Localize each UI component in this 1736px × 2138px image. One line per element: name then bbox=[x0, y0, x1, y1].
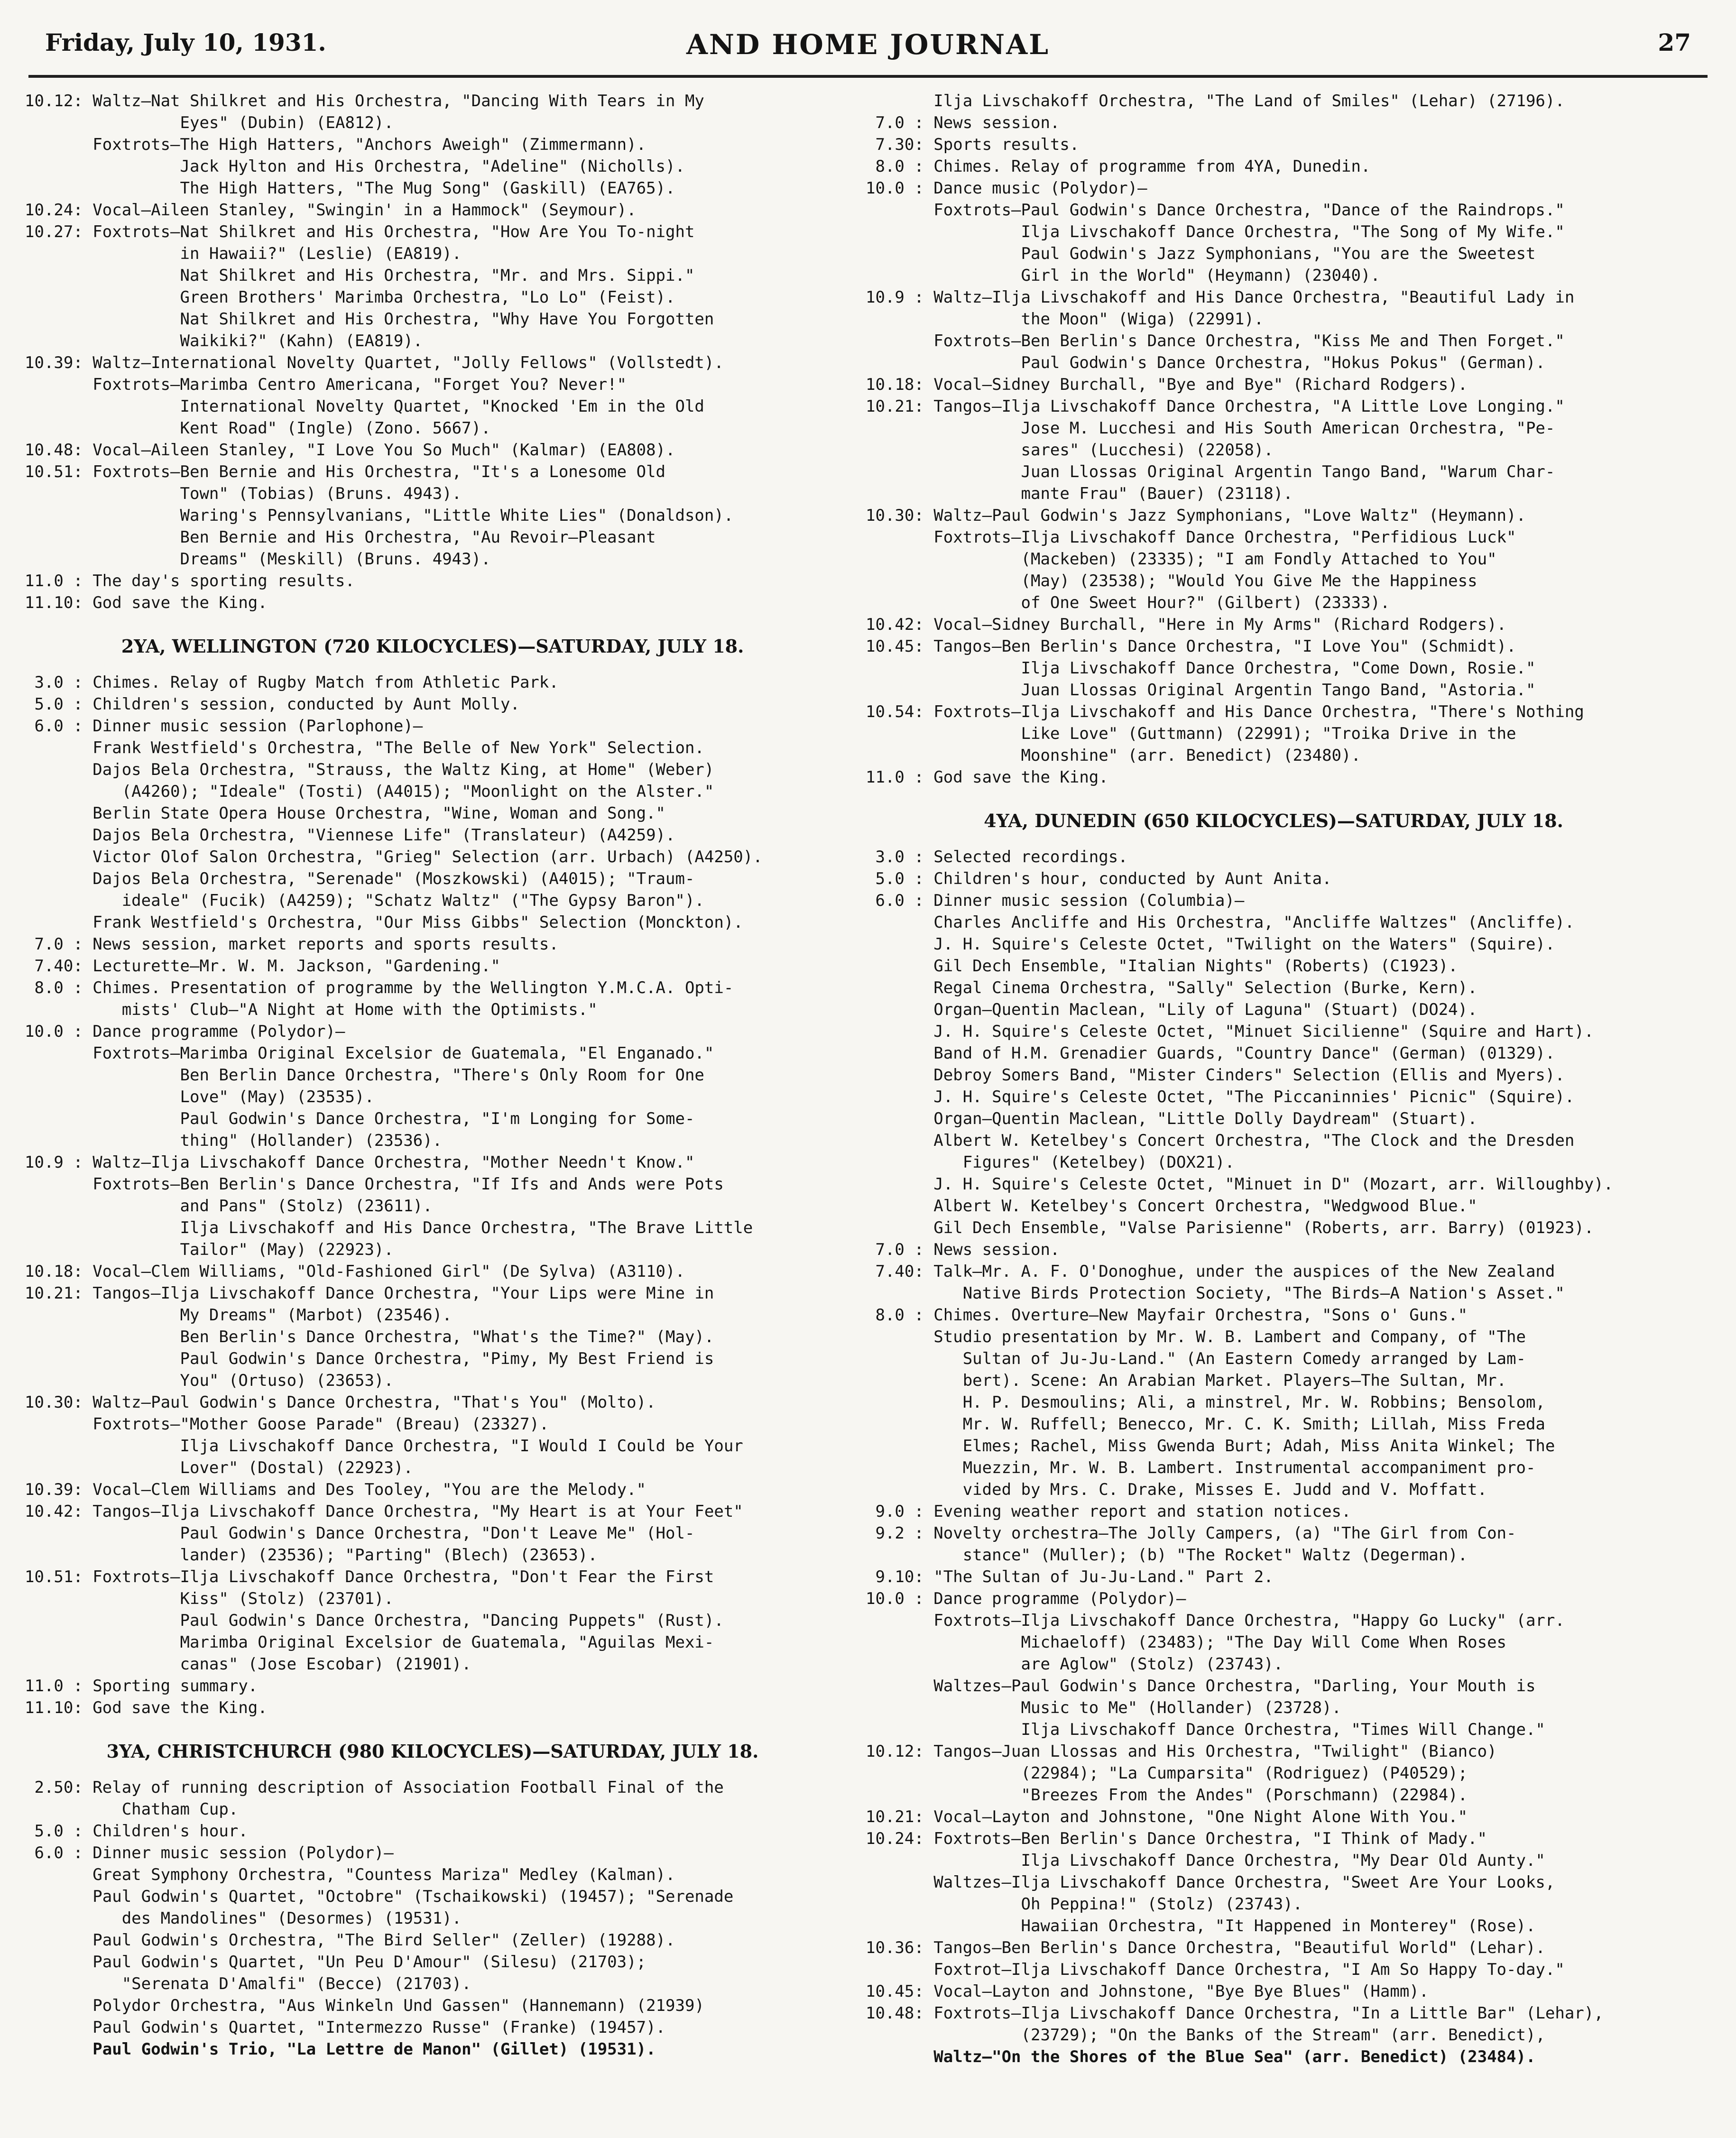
programme-line: Paul Godwin's Dance Orchestra, "Don't Leave Me" (Hol- bbox=[25, 1524, 695, 1543]
programme-line: Jack Hylton and His Orchestra, "Adeline" (Nicholls). bbox=[25, 157, 685, 176]
programme-line: Albert W. Ketelbey's Concert Orchestra, "The Clock and the Dresden bbox=[866, 1131, 1575, 1150]
programme-line: Muezzin, Mr. W. B. Lambert. Instrumental accompaniment pro- bbox=[866, 1458, 1536, 1477]
programme-line: 11.0 : Sporting summary. bbox=[25, 1677, 258, 1696]
programme-line: Foxtrots—Ben Berlin's Dance Orchestra, "Kiss Me and Then Forget." bbox=[866, 332, 1565, 350]
programme-line: Girl in the World" (Heymann) (23040). bbox=[866, 266, 1380, 285]
programme-line: Paul Godwin's Orchestra, "The Bird Seller" (Zeller) (19288). bbox=[25, 1931, 675, 1950]
programme-line: 10.39: Vocal—Clem Williams and Des Tooley, "You are the Melody." bbox=[25, 1480, 646, 1499]
programme-line: Nat Shilkret and His Orchestra, "Mr. and Mrs. Sippi." bbox=[25, 266, 695, 285]
programme-line: Ilja Livschakoff Dance Orchestra, "Come Down, Rosie." bbox=[866, 659, 1536, 678]
header-rule bbox=[28, 75, 1708, 78]
programme-line: 7.0 : News session, market reports and sports results. bbox=[25, 935, 559, 954]
programme-line: Foxtrots—The High Hatters, "Anchors Aweigh" (Zimmermann). bbox=[25, 135, 646, 154]
programme-line: 10.0 : Dance music (Polydor)— bbox=[866, 179, 1147, 198]
programme-line: Paul Godwin's Dance Orchestra, "Dancing Puppets" (Rust). bbox=[25, 1611, 724, 1630]
programme-line: Waltzes—Ilja Livschakoff Dance Orchestra, "Sweet Are Your Looks, bbox=[866, 1873, 1555, 1892]
programme-line: Foxtrot—Ilja Livschakoff Dance Orchestra, "I Am So Happy To-day." bbox=[866, 1960, 1565, 1979]
programme-line: 6.0 : Dinner music session (Parlophone)— bbox=[25, 717, 423, 736]
programme-line: 6.0 : Dinner music session (Polydor)— bbox=[25, 1843, 394, 1862]
programme-line: 10.48: Vocal—Aileen Stanley, "I Love You So Much" (Kalmar) (EA808). bbox=[25, 441, 675, 460]
programme-line: J. H. Squire's Celeste Octet, "Minuet Sicilienne" (Squire and Hart). bbox=[866, 1022, 1594, 1041]
programme-line: Waltzes—Paul Godwin's Dance Orchestra, "Darling, Your Mouth is bbox=[866, 1677, 1536, 1696]
programme-line: 5.0 : Children's session, conducted by Aunt Molly. bbox=[25, 695, 520, 714]
programme-line: Foxtrots—Ben Berlin's Dance Orchestra, "If Ifs and Ands were Pots bbox=[25, 1175, 724, 1194]
programme-line: Great Symphony Orchestra, "Countess Mariza" Medley (Kalman). bbox=[25, 1865, 675, 1884]
programme-line: (23729); "On the Banks of the Stream" (arr. Benedict), bbox=[866, 2026, 1545, 2045]
programme-line: Dajos Bela Orchestra, "Serenade" (Moszkowski) (A4015); "Traum- bbox=[25, 869, 695, 888]
programme-line: (May) (23538); "Would You Give Me the Happiness bbox=[866, 571, 1477, 590]
programme-line: Tailor" (May) (22923). bbox=[25, 1240, 394, 1259]
programme-line: 5.0 : Children's hour, conducted by Aunt Anita. bbox=[866, 869, 1332, 888]
programme-line: Hawaiian Orchestra, "It Happened in Monterey" (Rose). bbox=[866, 1917, 1536, 1935]
programme-line: Foxtrots—Ilja Livschakoff Dance Orchestra, "Perfidious Luck" bbox=[866, 528, 1516, 547]
programme-line: 6.0 : Dinner music session (Columbia)— bbox=[866, 891, 1245, 910]
programme-line: Paul Godwin's Jazz Symphonians, "You are the Sweetest bbox=[866, 244, 1536, 263]
programme-line: Native Birds Protection Society, "The Birds—A Nation's Asset." bbox=[866, 1284, 1565, 1303]
programme-line: in Hawaii?" (Leslie) (EA819). bbox=[25, 244, 462, 263]
programme-line: ideale" (Fucik) (A4259); "Schatz Waltz" ("The Gypsy Baron"). bbox=[25, 891, 704, 910]
programme-line: Frank Westfield's Orchestra, "The Belle of New York" Selection. bbox=[25, 738, 704, 757]
programme-line: Regal Cinema Orchestra, "Sally" Selection (Burke, Kern). bbox=[866, 978, 1477, 997]
programme-line: Paul Godwin's Dance Orchestra, "Pimy, My Best Friend is bbox=[25, 1349, 714, 1368]
programme-line: vided by Mrs. C. Drake, Misses E. Judd and V. Moffatt. bbox=[866, 1480, 1487, 1499]
programme-line: Paul Godwin's Dance Orchestra, "I'm Longing for Some- bbox=[25, 1109, 695, 1128]
programme-line: 11.10: God save the King. bbox=[25, 1698, 268, 1717]
programme-line: 10.24: Vocal—Aileen Stanley, "Swingin' in a Hammock" (Seymour). bbox=[25, 201, 637, 220]
programme-line: International Novelty Quartet, "Knocked 'Em in the Old bbox=[25, 397, 704, 416]
programme-line: Paul Godwin's Quartet, "Un Peu D'Amour" (Silesu) (21703); bbox=[25, 1953, 646, 1972]
programme-line: Sultan of Ju-Ju-Land." (An Eastern Comedy arranged by Lam- bbox=[866, 1349, 1526, 1368]
programme-line: 8.0 : Chimes. Overture—New Mayfair Orchestra, "Sons o' Guns." bbox=[866, 1306, 1468, 1325]
programme-line: 10.18: Vocal—Sidney Burchall, "Bye and Bye" (Richard Rodgers). bbox=[866, 375, 1468, 394]
programme-line: Paul Godwin's Trio, "La Lettre de Manon" (Gillet) (19531). bbox=[25, 2040, 656, 2059]
programme-line: "Serenata D'Amalfi" (Becce) (21703). bbox=[25, 1974, 471, 1993]
programme-line: Ben Berlin's Dance Orchestra, "What's the Time?" (May). bbox=[25, 1327, 714, 1346]
programme-line: 10.0 : Dance programme (Polydor)— bbox=[25, 1022, 345, 1041]
programme-line: Ilja Livschakoff Orchestra, "The Land of Smiles" (Lehar) (27196). bbox=[866, 92, 1565, 111]
programme-line: of One Sweet Hour?" (Gilbert) (23333). bbox=[866, 593, 1390, 612]
programme-line: Figures" (Ketelbey) (DOX21). bbox=[866, 1153, 1235, 1172]
programme-line: Elmes; Rachel, Miss Gwenda Burt; Adah, Miss Anita Winkel; The bbox=[866, 1437, 1555, 1456]
programme-line: 10.12: Tangos—Juan Llossas and His Orchestra, "Twilight" (Bianco) bbox=[866, 1742, 1497, 1761]
programme-line: Ben Berlin Dance Orchestra, "There's Only Room for One bbox=[25, 1066, 704, 1085]
journal-title: AND HOME JOURNAL bbox=[686, 28, 1050, 61]
programme-line: 9.0 : Evening weather report and station notices. bbox=[866, 1502, 1351, 1521]
programme-line: Albert W. Ketelbey's Concert Orchestra, "Wedgwood Blue." bbox=[866, 1197, 1477, 1216]
programme-line: 10.51: Foxtrots—Ben Bernie and His Orchestra, "It's a Lonesome Old bbox=[25, 462, 666, 481]
programme-line: 10.9 : Waltz—Ilja Livschakoff Dance Orchestra, "Mother Needn't Know." bbox=[25, 1153, 695, 1172]
programme-line: 10.42: Tangos—Ilja Livschakoff Dance Orchestra, "My Heart is at Your Feet" bbox=[25, 1502, 743, 1521]
programme-line: Foxtrots—"Mother Goose Parade" (Breau) (23327). bbox=[25, 1415, 549, 1434]
programme-line: Foxtrots—Marimba Centro Americana, "Forget You? Never!" bbox=[25, 375, 627, 394]
programme-line: 10.9 : Waltz—Ilja Livschakoff and His Dance Orchestra, "Beautiful Lady in bbox=[866, 288, 1575, 307]
programme-line: sares" (Lucchesi) (22058). bbox=[866, 441, 1274, 460]
programme-line: Organ—Quentin Maclean, "Lily of Laguna" (Stuart) (DO24). bbox=[866, 1000, 1477, 1019]
programme-line: Paul Godwin's Quartet, "Octobre" (Tschaikowski) (19457); "Serenade bbox=[25, 1887, 734, 1906]
programme-line: 10.42: Vocal—Sidney Burchall, "Here in My Arms" (Richard Rodgers). bbox=[866, 615, 1507, 634]
programme-line: Nat Shilkret and His Orchestra, "Why Have You Forgotten bbox=[25, 310, 714, 329]
programme-line: Moonshine" (arr. Benedict) (23480). bbox=[866, 746, 1361, 765]
station-heading: 3YA, CHRISTCHURCH (980 KILOCYCLES)—SATURDAY, JULY 18. bbox=[106, 1741, 759, 1762]
programme-line: 2.50: Relay of running description of Association Football Final of the bbox=[25, 1778, 724, 1797]
programme-line: 10.24: Foxtrots—Ben Berlin's Dance Orchestra, "I Think of Mady." bbox=[866, 1829, 1487, 1848]
programme-line: 11.0 : God save the King. bbox=[866, 768, 1108, 787]
programme-line: Lover" (Dostal) (22923). bbox=[25, 1458, 413, 1477]
programme-line: 10.30: Waltz—Paul Godwin's Dance Orchestra, "That's You" (Molto). bbox=[25, 1393, 656, 1412]
programme-line: 10.27: Foxtrots—Nat Shilkret and His Orchestra, "How Are You To-night bbox=[25, 222, 695, 241]
programme-line: Paul Godwin's Dance Orchestra, "Hokus Pokus" (German). bbox=[866, 353, 1545, 372]
station-heading: 4YA, DUNEDIN (650 KILOCYCLES)—SATURDAY, JULY 18. bbox=[984, 810, 1563, 831]
programme-line: J. H. Squire's Celeste Octet, "Twilight on the Waters" (Squire). bbox=[866, 935, 1555, 954]
programme-line: Organ—Quentin Maclean, "Little Dolly Daydream" (Stuart). bbox=[866, 1109, 1477, 1128]
programme-line: 10.18: Vocal—Clem Williams, "Old-Fashioned Girl" (De Sylva) (A3110). bbox=[25, 1262, 685, 1281]
programme-line: 11.10: God save the King. bbox=[25, 593, 268, 612]
programme-line: Eyes" (Dubin) (EA812). bbox=[25, 113, 394, 132]
programme-line: 7.0 : News session. bbox=[866, 1240, 1060, 1259]
programme-line: Town" (Tobias) (Bruns. 4943). bbox=[25, 484, 462, 503]
programme-line: 10.30: Waltz—Paul Godwin's Jazz Symphonians, "Love Waltz" (Heymann). bbox=[866, 506, 1526, 525]
programme-line: 3.0 : Chimes. Relay of Rugby Match from Athletic Park. bbox=[25, 673, 559, 692]
programme-line: Marimba Original Excelsior de Guatemala, "Aguilas Mexi- bbox=[25, 1633, 714, 1652]
programme-line: My Dreams" (Marbot) (23546). bbox=[25, 1306, 452, 1325]
programme-line: Foxtrots—Ilja Livschakoff Dance Orchestra, "Happy Go Lucky" (arr. bbox=[866, 1611, 1565, 1630]
programme-line: The High Hatters, "The Mug Song" (Gaskill) (EA765). bbox=[25, 179, 675, 198]
programme-line: 10.45: Vocal—Layton and Johnstone, "Bye Bye Blues" (Hamm). bbox=[866, 1982, 1429, 2001]
programme-line: bert). Scene: An Arabian Market. Players—The Sultan, Mr. bbox=[866, 1371, 1507, 1390]
programme-line: (A4260); "Ideale" (Tosti) (A4015); "Moonlight on the Alster." bbox=[25, 782, 714, 801]
programme-line: 10.21: Vocal—Layton and Johnstone, "One Night Alone With You." bbox=[866, 1807, 1468, 1826]
programme-line: J. H. Squire's Celeste Octet, "Minuet in D" (Mozart, arr. Willoughby). bbox=[866, 1175, 1614, 1194]
programme-line: Music to Me" (Hollander) (23728). bbox=[866, 1698, 1342, 1717]
programme-line: Berlin State Opera House Orchestra, "Wine, Woman and Song." bbox=[25, 804, 666, 823]
programme-line: Jose M. Lucchesi and His South American Orchestra, "Pe- bbox=[866, 419, 1555, 438]
programme-line: 10.12: Waltz—Nat Shilkret and His Orchestra, "Dancing With Tears in My bbox=[25, 92, 704, 111]
page-header bbox=[45, 28, 1691, 71]
programme-line: des Mandolines" (Desormes) (19531). bbox=[25, 1909, 462, 1928]
programme-line: the Moon" (Wiga) (22991). bbox=[866, 310, 1264, 329]
programme-line: Charles Ancliffe and His Orchestra, "Ancliffe Waltzes" (Ancliffe). bbox=[866, 913, 1575, 932]
programme-line: Gil Dech Ensemble, "Italian Nights" (Roberts) (C1923). bbox=[866, 957, 1458, 976]
programme-line: Debroy Somers Band, "Mister Cinders" Selection (Ellis and Myers). bbox=[866, 1066, 1565, 1085]
programme-line: 7.40: Lecturette—Mr. W. M. Jackson, "Gardening." bbox=[25, 957, 501, 976]
programme-line: Polydor Orchestra, "Aus Winkeln Und Gassen" (Hannemann) (21939) bbox=[25, 1996, 704, 2015]
programme-line: lander) (23536); "Parting" (Blech) (23653). bbox=[25, 1546, 598, 1565]
programme-line: Green Brothers' Marimba Orchestra, "Lo Lo" (Feist). bbox=[25, 288, 675, 307]
programme-line: Kiss" (Stolz) (23701). bbox=[25, 1589, 394, 1608]
left-column bbox=[25, 90, 840, 2060]
programme-line: Ilja Livschakoff and His Dance Orchestra, "The Brave Little bbox=[25, 1218, 753, 1237]
programme-line: Waikiki?" (Kahn) (EA819). bbox=[25, 332, 423, 350]
programme-line: Frank Westfield's Orchestra, "Our Miss Gibbs" Selection (Monckton). bbox=[25, 913, 743, 932]
programme-line: mists' Club—"A Night at Home with the Optimists." bbox=[25, 1000, 598, 1019]
programme-line: canas" (Jose Escobar) (21901). bbox=[25, 1655, 471, 1674]
programme-line: Victor Olof Salon Orchestra, "Grieg" Selection (arr. Urbach) (A4250). bbox=[25, 848, 763, 866]
programme-line: 10.48: Foxtrots—Ilja Livschakoff Dance Orchestra, "In a Little Bar" (Lehar), bbox=[866, 2004, 1604, 2023]
programme-line: 10.39: Waltz—International Novelty Quartet, "Jolly Fellows" (Vollstedt). bbox=[25, 353, 724, 372]
right-column bbox=[866, 90, 1681, 2068]
programme-line: 10.36: Tangos—Ben Berlin's Dance Orchestra, "Beautiful World" (Lehar). bbox=[866, 1938, 1545, 1957]
station-heading: 2YA, WELLINGTON (720 KILOCYCLES)—SATURDAY, JULY 18. bbox=[121, 636, 744, 657]
programme-line: Foxtrots—Marimba Original Excelsior de Guatemala, "El Enganado." bbox=[25, 1044, 714, 1063]
programme-line: 10.21: Tangos—Ilja Livschakoff Dance Orchestra, "A Little Love Longing." bbox=[866, 397, 1565, 416]
programme-line: 7.0 : News session. bbox=[866, 113, 1060, 132]
programme-line: 10.0 : Dance programme (Polydor)— bbox=[866, 1589, 1186, 1608]
programme-line: Michaeloff) (23483); "The Day Will Come When Roses bbox=[866, 1633, 1507, 1652]
programme-line: 10.21: Tangos—Ilja Livschakoff Dance Orchestra, "Your Lips were Mine in bbox=[25, 1284, 714, 1303]
programme-line: You" (Ortuso) (23653). bbox=[25, 1371, 394, 1390]
programme-line: Ilja Livschakoff Dance Orchestra, "I Would I Could be Your bbox=[25, 1437, 743, 1456]
programme-line: Studio presentation by Mr. W. B. Lambert and Company, of "The bbox=[866, 1327, 1526, 1346]
programme-line: Ilja Livschakoff Dance Orchestra, "The Song of My Wife." bbox=[866, 222, 1565, 241]
programme-line: Juan Llossas Original Argentin Tango Band, "Warum Char- bbox=[866, 462, 1555, 481]
programme-line: 11.0 : The day's sporting results. bbox=[25, 571, 355, 590]
programme-line: Band of H.M. Grenadier Guards, "Country Dance" (German) (01329). bbox=[866, 1044, 1555, 1063]
programme-line: Ilja Livschakoff Dance Orchestra, "Times Will Change." bbox=[866, 1720, 1545, 1739]
programme-line: Like Love" (Guttmann) (22991); "Troika Drive in the bbox=[866, 724, 1516, 743]
programme-line: Paul Godwin's Quartet, "Intermezzo Russe" (Franke) (19457). bbox=[25, 2018, 666, 2037]
programme-line: Ben Bernie and His Orchestra, "Au Revoir—Pleasant bbox=[25, 528, 656, 547]
programme-line: 7.30: Sports results. bbox=[866, 135, 1080, 154]
programme-line: 8.0 : Chimes. Presentation of programme by the Wellington Y.M.C.A. Opti- bbox=[25, 978, 734, 997]
programme-line: Foxtrots—Paul Godwin's Dance Orchestra, "Dance of the Raindrops." bbox=[866, 201, 1565, 220]
programme-line: Dreams" (Meskill) (Bruns. 4943). bbox=[25, 550, 491, 569]
programme-line: mante Frau" (Bauer) (23118). bbox=[866, 484, 1293, 503]
programme-line: Gil Dech Ensemble, "Valse Parisienne" (Roberts, arr. Barry) (01923). bbox=[866, 1218, 1594, 1237]
programme-line: H. P. Desmoulins; Ali, a minstrel, Mr. W. Robbins; Bensolom, bbox=[866, 1393, 1545, 1412]
programme-line: thing" (Hollander) (23536). bbox=[25, 1131, 443, 1150]
programme-line: Ilja Livschakoff Dance Orchestra, "My Dear Old Aunty." bbox=[866, 1851, 1545, 1870]
programme-line: (Mackeben) (23335); "I am Fondly Attached to You" bbox=[866, 550, 1497, 569]
programme-line: Oh Peppina!" (Stolz) (23743). bbox=[866, 1895, 1303, 1914]
programme-line: "Breezes From the Andes" (Porschmann) (22984). bbox=[866, 1786, 1468, 1805]
programme-line: J. H. Squire's Celeste Octet, "The Piccaninnies' Picnic" (Squire). bbox=[866, 1087, 1575, 1106]
programme-line: 7.40: Talk—Mr. A. F. O'Donoghue, under the auspices of the New Zealand bbox=[866, 1262, 1555, 1281]
programme-line: are Aglow" (Stolz) (23743). bbox=[866, 1655, 1284, 1674]
programme-line: Dajos Bela Orchestra, "Viennese Life" (Translateur) (A4259). bbox=[25, 826, 675, 845]
programme-line: 5.0 : Children's hour. bbox=[25, 1822, 248, 1841]
programme-line: Kent Road" (Ingle) (Zono. 5667). bbox=[25, 419, 491, 438]
programme-line: 9.2 : Novelty orchestra—The Jolly Campers, (a) "The Girl from Con- bbox=[866, 1524, 1516, 1543]
programme-line: Mr. W. Ruffell; Benecco, Mr. C. K. Smith; Lillah, Miss Freda bbox=[866, 1415, 1545, 1434]
issue-date: Friday, July 10, 1931. bbox=[45, 28, 326, 56]
programme-line: 9.10: "The Sultan of Ju-Ju-Land." Part 2. bbox=[866, 1567, 1274, 1586]
programme-line: Dajos Bela Orchestra, "Strauss, the Waltz King, at Home" (Weber) bbox=[25, 760, 714, 779]
programme-line: Chatham Cup. bbox=[25, 1800, 239, 1819]
programme-line: 10.54: Foxtrots—Ilja Livschakoff and His Dance Orchestra, "There's Nothing bbox=[866, 702, 1584, 721]
page-number: 27 bbox=[1658, 28, 1691, 56]
programme-line: and Pans" (Stolz) (23611). bbox=[25, 1197, 433, 1216]
programme-line: Waring's Pennsylvanians, "Little White Lies" (Donaldson). bbox=[25, 506, 734, 525]
programme-line: Waltz—"On the Shores of the Blue Sea" (arr. Benedict) (23484). bbox=[866, 2047, 1536, 2066]
programme-line: stance" (Muller); (b) "The Rocket" Waltz (Degerman). bbox=[866, 1546, 1468, 1565]
programme-line: 10.45: Tangos—Ben Berlin's Dance Orchestra, "I Love You" (Schmidt). bbox=[866, 637, 1516, 656]
programme-line: (22984); "La Cumparsita" (Rodriguez) (P40529); bbox=[866, 1764, 1468, 1783]
programme-line: 10.51: Foxtrots—Ilja Livschakoff Dance Orchestra, "Don't Fear the First bbox=[25, 1567, 714, 1586]
programme-line: Juan Llossas Original Argentin Tango Band, "Astoria." bbox=[866, 681, 1536, 700]
programme-line: 8.0 : Chimes. Relay of programme from 4YA, Dunedin. bbox=[866, 157, 1371, 176]
programme-line: 3.0 : Selected recordings. bbox=[866, 848, 1128, 866]
programme-line: Love" (May) (23535). bbox=[25, 1087, 374, 1106]
